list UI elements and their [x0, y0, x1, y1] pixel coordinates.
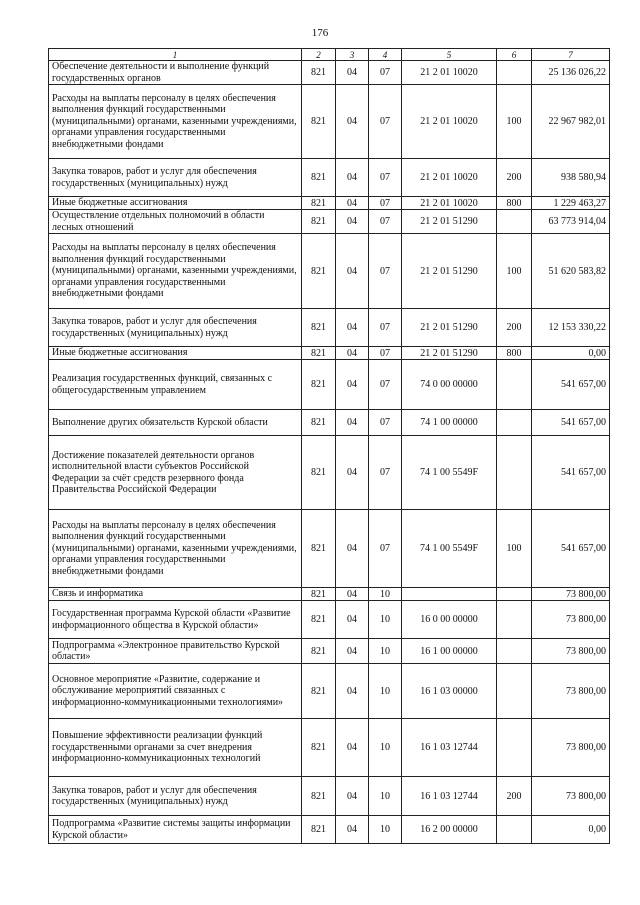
table-row — [49, 510, 610, 588]
row-amount: 541 657,00 — [532, 360, 610, 410]
row-rz: 04 — [336, 210, 369, 234]
row-amount: 73 800,00 — [532, 719, 610, 777]
row-vr — [497, 360, 532, 410]
row-ved: 821 — [302, 601, 336, 639]
row-pr: 07 — [369, 159, 402, 197]
row-name: Государственная программа Курской области «Развитие информационного общества в Курской области» — [49, 601, 302, 639]
row-vr — [497, 410, 532, 436]
row-rz: 04 — [336, 777, 369, 816]
col-header-csr: 5 — [402, 49, 497, 61]
row-vr — [497, 601, 532, 639]
row-ved: 821 — [302, 777, 336, 816]
table-row — [49, 85, 610, 159]
table-row — [49, 664, 610, 719]
row-csr: 74 1 00 5549F — [402, 436, 497, 510]
row-name: Расходы на выплаты персоналу в целях обеспечения выполнения функций государственными (муниципальными) органами, казенными учреждениями, органами управления государственными внебюджетными фондами — [49, 234, 302, 309]
row-rz: 04 — [336, 234, 369, 309]
row-ved: 821 — [302, 360, 336, 410]
row-name: Закупка товаров, работ и услуг для обеспечения государственных (муниципальных) нужд — [49, 777, 302, 816]
row-pr: 07 — [369, 347, 402, 360]
row-pr: 07 — [369, 85, 402, 159]
table-row — [49, 210, 610, 234]
row-amount: 25 136 026,22 — [532, 61, 610, 85]
row-vr — [497, 436, 532, 510]
row-amount: 73 800,00 — [532, 664, 610, 719]
row-name: Закупка товаров, работ и услуг для обеспечения государственных (муниципальных) нужд — [49, 309, 302, 347]
row-amount: 51 620 583,82 — [532, 234, 610, 309]
row-ved: 821 — [302, 588, 336, 601]
row-pr: 07 — [369, 61, 402, 85]
row-rz: 04 — [336, 61, 369, 85]
table-row — [49, 601, 610, 639]
row-vr: 800 — [497, 347, 532, 360]
row-name: Закупка товаров, работ и услуг для обеспечения государственных (муниципальных) нужд — [49, 159, 302, 197]
col-header-rz: 3 — [336, 49, 369, 61]
row-pr: 07 — [369, 410, 402, 436]
row-ved: 821 — [302, 510, 336, 588]
row-rz: 04 — [336, 664, 369, 719]
row-ved: 821 — [302, 436, 336, 510]
row-csr: 21 2 01 51290 — [402, 210, 497, 234]
row-vr — [497, 719, 532, 777]
row-vr: 100 — [497, 85, 532, 159]
row-name: Подпрограмма «Развитие системы защиты информации Курской области» — [49, 816, 302, 844]
row-rz: 04 — [336, 410, 369, 436]
row-pr: 10 — [369, 639, 402, 664]
row-pr: 10 — [369, 588, 402, 601]
row-pr: 10 — [369, 664, 402, 719]
row-vr — [497, 588, 532, 601]
row-pr: 10 — [369, 719, 402, 777]
row-rz: 04 — [336, 639, 369, 664]
row-csr: 16 1 00 00000 — [402, 639, 497, 664]
row-csr: 21 2 01 10020 — [402, 197, 497, 210]
row-rz: 04 — [336, 719, 369, 777]
row-rz: 04 — [336, 601, 369, 639]
row-rz: 04 — [336, 588, 369, 601]
row-csr: 21 2 01 10020 — [402, 61, 497, 85]
row-vr — [497, 664, 532, 719]
row-vr — [497, 639, 532, 664]
row-amount: 73 800,00 — [532, 588, 610, 601]
table-row — [49, 777, 610, 816]
row-csr: 21 2 01 51290 — [402, 234, 497, 309]
row-ved: 821 — [302, 816, 336, 844]
col-header-ved: 2 — [302, 49, 336, 61]
table-row — [49, 360, 610, 410]
row-csr: 16 2 00 00000 — [402, 816, 497, 844]
table-row — [49, 588, 610, 601]
row-name: Расходы на выплаты персоналу в целях обеспечения выполнения функций государственными (муниципальными) органами, казенными учреждениями, органами управления государственными внебюджетными фондами — [49, 510, 302, 588]
row-amount: 541 657,00 — [532, 510, 610, 588]
row-amount: 541 657,00 — [532, 436, 610, 510]
row-pr: 07 — [369, 309, 402, 347]
row-name: Обеспечение деятельности и выполнение функций государственных органов — [49, 61, 302, 85]
row-csr: 74 1 00 5549F — [402, 510, 497, 588]
row-rz: 04 — [336, 159, 369, 197]
row-csr: 16 1 03 12744 — [402, 719, 497, 777]
table-row — [49, 347, 610, 360]
row-ved: 821 — [302, 197, 336, 210]
row-amount: 73 800,00 — [532, 639, 610, 664]
row-vr — [497, 61, 532, 85]
row-ved: 821 — [302, 234, 336, 309]
row-rz: 04 — [336, 309, 369, 347]
row-csr: 74 1 00 00000 — [402, 410, 497, 436]
row-name: Иные бюджетные ассигнования — [49, 347, 302, 360]
table-row — [49, 61, 610, 85]
table-row — [49, 197, 610, 210]
table-row — [49, 410, 610, 436]
row-csr: 16 0 00 00000 — [402, 601, 497, 639]
row-pr: 07 — [369, 510, 402, 588]
table-header-row — [49, 49, 610, 61]
row-pr: 07 — [369, 210, 402, 234]
row-name: Основное мероприятие «Развитие, содержание и обслуживание мероприятий связанных с информационно-коммуникационными технологиями» — [49, 664, 302, 719]
row-ved: 821 — [302, 159, 336, 197]
table-row — [49, 639, 610, 664]
row-ved: 821 — [302, 347, 336, 360]
row-ved: 821 — [302, 410, 336, 436]
row-rz: 04 — [336, 197, 369, 210]
page-number: 176 — [311, 27, 329, 39]
row-pr: 10 — [369, 777, 402, 816]
row-amount: 541 657,00 — [532, 410, 610, 436]
row-csr — [402, 588, 497, 601]
row-csr: 21 2 01 51290 — [402, 347, 497, 360]
row-name: Повышение эффективности реализации функций государственными органами за счет внедрения информационно-коммуникационных технологий — [49, 719, 302, 777]
row-ved: 821 — [302, 664, 336, 719]
row-amount: 0,00 — [532, 816, 610, 844]
table-row — [49, 234, 610, 309]
row-pr: 07 — [369, 197, 402, 210]
row-name: Подпрограмма «Электронное правительство Курской области» — [49, 639, 302, 664]
row-csr: 21 2 01 51290 — [402, 309, 497, 347]
row-rz: 04 — [336, 85, 369, 159]
row-csr: 21 2 01 10020 — [402, 159, 497, 197]
row-csr: 16 1 03 12744 — [402, 777, 497, 816]
col-header-pr: 4 — [369, 49, 402, 61]
col-header-amount: 7 — [532, 49, 610, 61]
row-amount: 73 800,00 — [532, 777, 610, 816]
row-pr: 10 — [369, 816, 402, 844]
row-rz: 04 — [336, 510, 369, 588]
row-rz: 04 — [336, 816, 369, 844]
row-vr: 200 — [497, 309, 532, 347]
row-vr: 200 — [497, 159, 532, 197]
table-row — [49, 816, 610, 844]
col-header-name: 1 — [49, 49, 302, 61]
row-vr: 800 — [497, 197, 532, 210]
budget-table — [48, 48, 610, 844]
row-name: Иные бюджетные ассигнования — [49, 197, 302, 210]
row-name: Выполнение других обязательств Курской области — [49, 410, 302, 436]
row-ved: 821 — [302, 719, 336, 777]
row-pr: 07 — [369, 436, 402, 510]
row-amount: 12 153 330,22 — [532, 309, 610, 347]
row-ved: 821 — [302, 85, 336, 159]
row-amount: 63 773 914,04 — [532, 210, 610, 234]
row-amount: 0,00 — [532, 347, 610, 360]
row-name: Расходы на выплаты персоналу в целях обеспечения выполнения функций государственными (муниципальными) органами, казенными учреждениями, органами управления государственными внебюджетными фондами — [49, 85, 302, 159]
row-name: Реализация государственных функций, связанных с общегосударственным управлением — [49, 360, 302, 410]
row-name: Связь и информатика — [49, 588, 302, 601]
table-row — [49, 309, 610, 347]
row-amount: 938 580,94 — [532, 159, 610, 197]
table-row — [49, 159, 610, 197]
row-ved: 821 — [302, 639, 336, 664]
col-header-vr: 6 — [497, 49, 532, 61]
row-ved: 821 — [302, 61, 336, 85]
row-csr: 16 1 03 00000 — [402, 664, 497, 719]
row-ved: 821 — [302, 210, 336, 234]
row-amount: 73 800,00 — [532, 601, 610, 639]
row-rz: 04 — [336, 360, 369, 410]
row-pr: 07 — [369, 234, 402, 309]
row-rz: 04 — [336, 436, 369, 510]
row-vr — [497, 210, 532, 234]
row-vr: 100 — [497, 510, 532, 588]
row-ved: 821 — [302, 309, 336, 347]
row-vr — [497, 816, 532, 844]
row-csr: 74 0 00 00000 — [402, 360, 497, 410]
table-row — [49, 436, 610, 510]
row-pr: 07 — [369, 360, 402, 410]
table-row — [49, 719, 610, 777]
row-amount: 1 229 463,27 — [532, 197, 610, 210]
row-name: Достижение показателей деятельности органов исполнительной власти субъектов Российской Федерации за счёт средств резервного фонда Правительства Российской Федерации — [49, 436, 302, 510]
row-rz: 04 — [336, 347, 369, 360]
row-pr: 10 — [369, 601, 402, 639]
row-vr: 100 — [497, 234, 532, 309]
row-amount: 22 967 982,01 — [532, 85, 610, 159]
row-name: Осуществление отдельных полномочий в области лесных отношений — [49, 210, 302, 234]
row-vr: 200 — [497, 777, 532, 816]
row-csr: 21 2 01 10020 — [402, 85, 497, 159]
